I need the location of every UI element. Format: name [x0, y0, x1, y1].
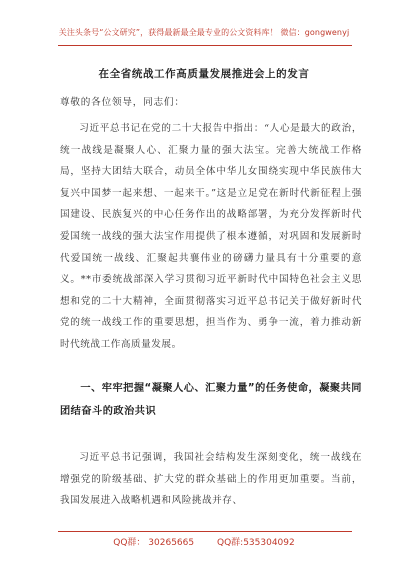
- footer-divider: [58, 531, 352, 532]
- body-paragraph-2: 习近平总书记强调，我国社会结构发生深刻变化，统一战线在增强党的阶级基础、扩大党的群众基础上的作用更加重要。当前，我国发展进入战略机遇和风险挑战并存、: [60, 452, 362, 507]
- section-heading-1: 一、牢牢把握“凝聚人心、汇聚力量”的任务使命，凝聚共同团结奋斗的政治共识: [60, 383, 362, 417]
- header-banner: 关注头条号“公文研究”，获得最新最全最专业的公文资料库！ 微信：gongwenyj: [58, 28, 350, 37]
- document-title: 在全省统战工作高质量发展推进会上的发言: [98, 68, 310, 80]
- body-paragraph-1: 习近平总书记在党的二十大报告中指出：“人心是最大的政治，统一战线是凝聚人心、汇聚力量的强大法宝。完善大统战工作格局，坚持大团结大联合，动员全体中华儿女围绕实现中华民族伟大复兴中国梦一起来想、一起来干。”这是立足党在新时代新征程上强国建设、民族复兴的中心任务作出的战略部署，为充分发挥新时代爱国统一战线的强大法宝作用提供了根本遵循，对巩固和发展新时代爱国统一战线、汇聚起共襄伟业的磅礴力量具有十分重要的意义。**市委统战部深入学习贯彻习近平新时代中国特色社会主义思想和党的二十大精神，全面贯彻落实习近平总书记关于做好新时代党的统一战线工作的重要思想，担当作为、勇争一流，着力推动新时代统战工作高质量发展。: [60, 123, 362, 350]
- salutation: 尊敬的各位领导，同志们：: [60, 97, 185, 108]
- header-divider: [58, 45, 352, 46]
- footer-contact: QQ群： 30265665 QQ群:535304092: [113, 538, 295, 548]
